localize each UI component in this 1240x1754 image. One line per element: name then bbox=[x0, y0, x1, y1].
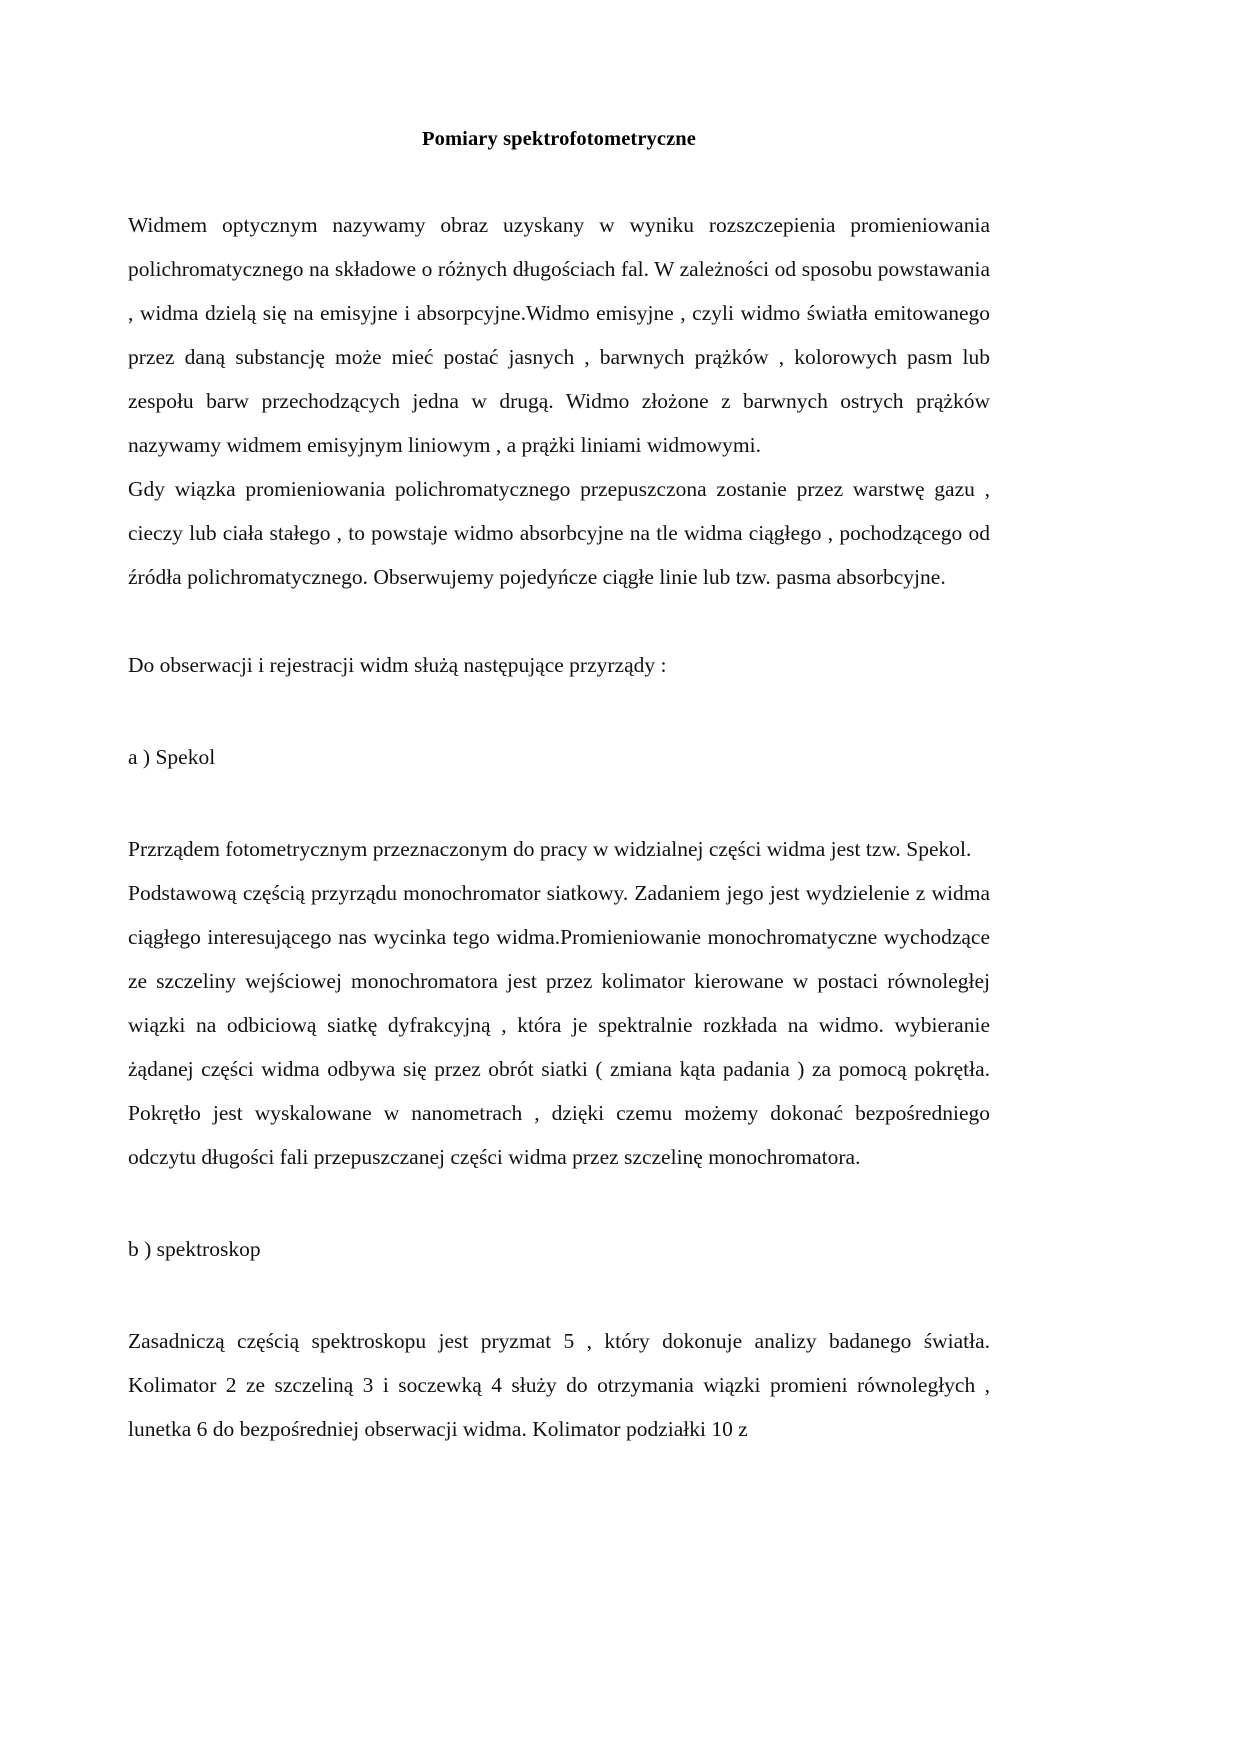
page-title: Pomiary spektrofotometryczne bbox=[422, 128, 696, 150]
spacer-after-heading-b bbox=[128, 1271, 990, 1319]
paragraph-absorption-spectrum: Gdy wiązka promieniowania polichromatycznego przepuszczona zostanie przez warstwę gazu , cieczy lub ciała stałego , to powstaje widmo absorbcyjne na tle widma ciągłego , pochodzącego od źródła polichromatycznego. Obserwujemy pojedyńcze ciągłe linie lub tzw. pasma absorbcyjne. bbox=[128, 477, 990, 589]
paragraph-spekol-intro: Przrządem fotometrycznym przeznaczonym do pracy w widzialnej części widma jest tzw. Spekol. bbox=[128, 837, 972, 861]
spacer-after-title bbox=[128, 151, 990, 203]
paragraph-monochromator: Podstawową częścią przyrządu monochromator siatkowy. Zadaniem jego jest wydzielenie z widma ciągłego interesującego nas wycinka tego widma.Promieniowanie monochromatyczne wychodzące ze szczeliny wejściowej monochromatora jest przez kolimator kierowane w postaci równoległej wiązki na odbiciową siatkę dyfrakcyjną , która je spektralnie rozkłada na widmo. wybieranie żądanej części widma odbywa się przez obrót siatki ( zmiana kąta padania ) za pomocą pokrętła. Pokrętło jest wyskalowane w nanometrach , dzięki czemu możemy dokonać bezpośredniego odczytu długości fali przepuszczanej części widma przez szczelinę monochromatora. bbox=[128, 881, 990, 1169]
page-content bbox=[128, 0, 990, 1451]
spacer-after-heading-a bbox=[128, 779, 990, 827]
section-heading-a-spekol: a ) Spekol bbox=[128, 745, 216, 769]
paragraph-spektroskop-parts: Zasadniczą częścią spektroskopu jest pryzmat 5 , który dokonuje analizy badanego światła. Kolimator 2 ze szczeliną 3 i soczewką 4 służy do otrzymania wiązki promieni równoległych , lunetka 6 do bezpośredniej obserwacji widma. Kolimator podziałki 10 z bbox=[128, 1329, 990, 1441]
paragraph-instruments-intro: Do obserwacji i rejestracji widm służą następujące przyrządy : bbox=[128, 653, 667, 677]
spacer-before-heading-a bbox=[128, 687, 990, 735]
spacer-before-instruments bbox=[128, 599, 990, 643]
spacer-before-heading-b bbox=[128, 1179, 990, 1227]
paragraph-optical-spectrum: Widmem optycznym nazywamy obraz uzyskany w wyniku rozszczepienia promieniowania polichromatycznego na składowe o różnych długościach fal. W zależności od sposobu powstawania , widma dzielą się na emisyjne i absorpcyjne.Widmo emisyjne , czyli widmo światła emitowanego przez daną substancję może mieć postać jasnych , barwnych prążków , kolorowych pasm lub zespołu barw przechodzących jedna w drugą. Widmo złożone z barwnych ostrych prążków nazywamy widmem emisyjnym liniowym , a prążki liniami widmowymi. bbox=[128, 213, 990, 457]
section-heading-b-spektroskop: b ) spektroskop bbox=[128, 1237, 261, 1261]
